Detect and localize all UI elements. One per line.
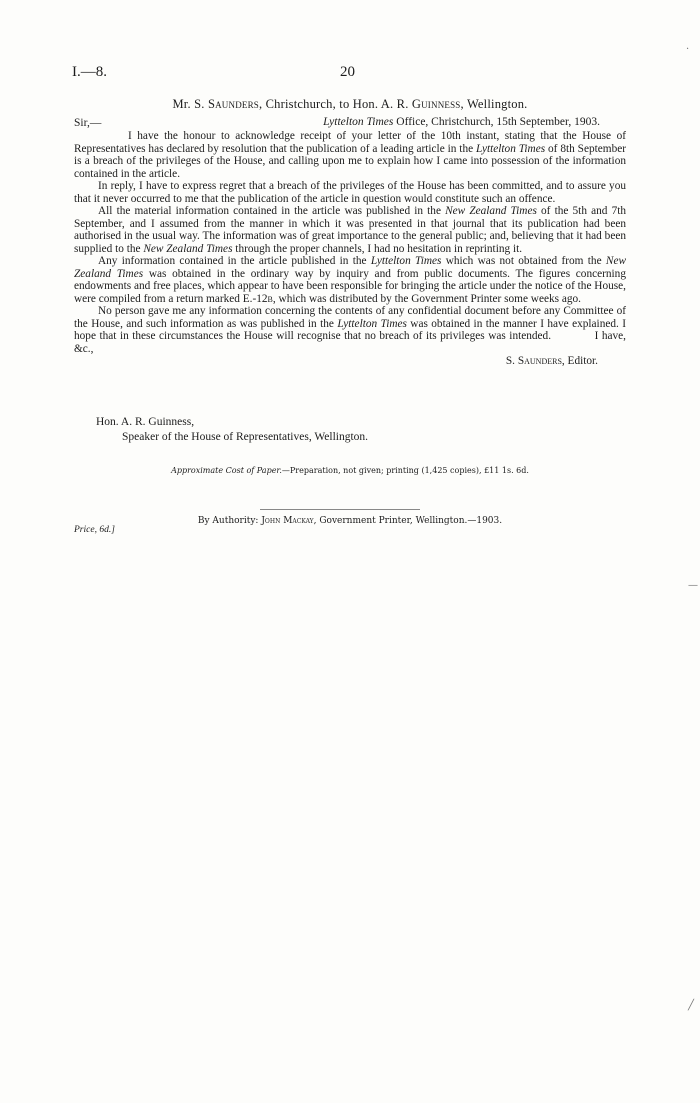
text-span: was obtained in the manner I have explained. I hope that in these circumstances the House will recognise that no breach of its privileges was intended.	[74, 317, 626, 342]
text-span: Mr. S.	[172, 97, 208, 111]
text-span: , which was distributed by the Government Printer some weeks ago.	[272, 292, 581, 305]
recipient-surname: Guinness	[411, 97, 461, 111]
text-span: S.	[505, 355, 518, 367]
text-span: Lyttelton Times	[476, 142, 546, 155]
text-span: , Wellington.	[460, 97, 528, 111]
closing: I have, &c.,	[74, 330, 626, 355]
text-span: —Preparation, not given; printing (1,425 copies), £11 1s. 6d.	[281, 466, 529, 475]
scan-speck: ╱	[688, 1000, 695, 1011]
paragraph-3	[74, 205, 626, 255]
text-span: of the 5th and 7th September, and I assumed from the manner in which it was presented in that journal that its publication had been authorised in the usual way. The information was of great importance to the general public; and, believing that it had been supplied to the	[74, 205, 627, 255]
cost-of-paper	[60, 466, 640, 475]
sender-surname: Saunders	[207, 97, 259, 111]
paragraph-5	[74, 305, 626, 355]
text-span: I have the honour to acknowledge receipt of your letter of the 10th instant, stating that the House of Representatives has declared by resolution that the publication of a leading article in the	[74, 130, 626, 155]
text-span: Lyttelton Times	[370, 255, 442, 267]
text-span: Lyttelton Times	[337, 317, 407, 330]
text-span: New Zealand Times	[143, 242, 233, 255]
text-span: All the material information contained in the article was published in the	[98, 205, 446, 217]
printer-authority	[60, 516, 640, 526]
footer-rule	[260, 509, 420, 510]
document-reference: I.—8.	[72, 64, 107, 80]
signature	[74, 355, 626, 368]
text-span: , Government Printer, Wellington.—1903.	[313, 516, 503, 526]
paragraph-2: In reply, I have to express regret that a breach of the privileges of the House has been committed, and to assure you that it never occurred to me that the publication of the article in question would constitute such an offence.	[74, 180, 626, 205]
scan-speck: —	[688, 580, 698, 591]
addressee-block	[96, 415, 368, 445]
text-span: which was not obtained from the	[441, 255, 606, 267]
addressee-name: Hon. A. R. Guinness,	[96, 416, 195, 428]
text-span: Office, Christchurch, 15th September, 1903.	[393, 116, 600, 128]
text-span: Lyttelton Times	[323, 116, 394, 128]
letter-heading	[60, 97, 640, 112]
text-span: Approximate Cost of Paper.	[171, 466, 282, 475]
text-span: New Zealand Times	[445, 205, 537, 217]
text-span: John Mackay	[261, 516, 314, 526]
letter-body	[74, 130, 626, 368]
salutation: Sir,—	[74, 117, 102, 129]
text-span: of 8th September is a breach of the privileges of the House, and calling upon me to explain how I came into possession of the information contained in the article.	[74, 142, 626, 180]
text-span: Saunders	[517, 355, 562, 367]
text-span: By Authority:	[197, 516, 262, 526]
text-span: Any information contained in the article published in the	[98, 255, 371, 267]
text-span: , Editor.	[561, 355, 598, 367]
addressee-title: Speaker of the House of Representatives, Wellington.	[122, 431, 369, 443]
text-span: b	[267, 292, 273, 305]
text-span: No person gave me any information concerning the contents of any confidential document before any Committee of the House, and such information as was published in the	[74, 305, 626, 330]
paragraph-4	[74, 255, 626, 305]
text-span: , Christchurch, to Hon. A. R.	[259, 97, 412, 111]
text-span: through the proper channels, I had no hesitation in reprinting it.	[232, 242, 523, 255]
text-span: was obtained in the ordinary way by inquiry and from public documents. The figures concerning endowments and free places, which appear to have been responsible for bringing the article under the notice of the House, were compiled from a return marked E.-12	[74, 267, 626, 305]
price: Price, 6d.]	[74, 525, 115, 535]
scan-speck: ·	[686, 44, 690, 55]
paragraph-1	[74, 130, 626, 180]
page-number: 20	[340, 64, 355, 80]
dateline	[323, 116, 600, 128]
text-span: New Zealand Times	[74, 255, 626, 280]
